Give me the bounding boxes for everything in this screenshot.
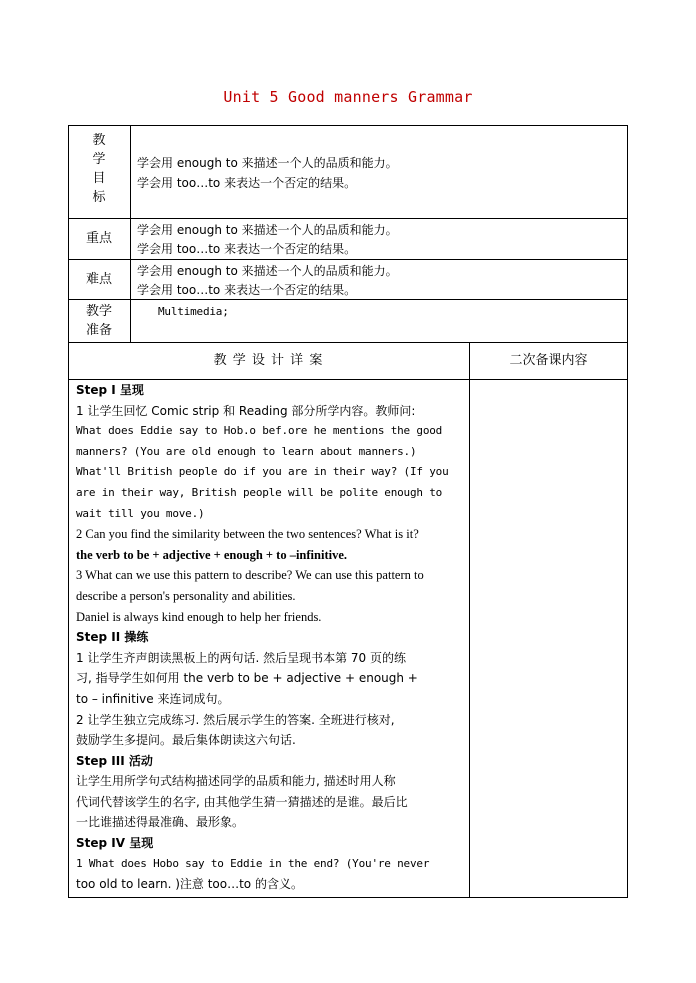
step2-line: to – infinitive 来连词成句。 bbox=[76, 691, 230, 706]
objective-line: 学会用 too…to 来表达一个否定的结果。 bbox=[137, 176, 357, 190]
objective-line: 学会用 enough to 来描述一个人的品质和能力。 bbox=[137, 156, 398, 170]
objectives-label: 教 学 目 标 bbox=[92, 133, 106, 205]
step1-line: manners? (You are old enough to learn about manners.) bbox=[76, 444, 417, 458]
step1-example: Daniel is always kind enough to help her friends. bbox=[76, 609, 322, 624]
step3-line: 一比谁描述得最准确、最形象。 bbox=[76, 815, 245, 830]
step1-line: What does Eddie say to Hob.o bef.ore he mentions the good bbox=[76, 424, 443, 438]
step1-line: What'll British people do if you are in their way? (If you bbox=[76, 465, 449, 479]
page-title: Unit 5 Good manners Grammar bbox=[223, 88, 473, 106]
design-header: 教 学 设 计 详 案 bbox=[213, 353, 324, 368]
difficulties-label: 难点 bbox=[85, 272, 112, 287]
table-divider bbox=[68, 218, 628, 219]
step1-title: Step I 呈现 bbox=[76, 383, 144, 397]
step4-line: 1 What does Hobo say to Eddie in the end? (You're never bbox=[76, 856, 430, 870]
table-divider bbox=[68, 259, 628, 260]
key-point-line: 学会用 too…to 来表达一个否定的结果。 bbox=[137, 242, 357, 256]
difficulty-line: 学会用 enough to 来描述一个人的品质和能力。 bbox=[137, 264, 398, 278]
step2-title: Step II 操练 bbox=[76, 630, 149, 645]
table-divider bbox=[130, 125, 131, 342]
lesson-body bbox=[76, 380, 466, 892]
step4-title: Step IV 呈现 bbox=[76, 836, 154, 851]
step1-line: 1 让学生回忆 Comic strip 和 Reading 部分所学内容。教师问: bbox=[76, 403, 416, 418]
table-divider bbox=[68, 342, 628, 343]
table-divider bbox=[469, 342, 470, 898]
step1-question: describe a person's personality and abilities. bbox=[76, 588, 296, 603]
step1-question: 2 Can you find the similarity between the two sentences? What is it? bbox=[76, 527, 419, 542]
step1-line: wait till you move.) bbox=[76, 506, 205, 520]
step2-line: 习, 指导学生如何用 the verb to be + adjective + enough + bbox=[76, 671, 418, 686]
step2-line: 2 让学生独立完成练习. 然后展示学生的答案. 全班进行核对, bbox=[76, 712, 395, 727]
step2-line: 鼓励学生多提问。最后集体朗读这六句话. bbox=[76, 733, 296, 748]
step3-title: Step III 活动 bbox=[76, 753, 153, 768]
preparation-text: Multimedia; bbox=[158, 305, 229, 318]
step1-line: are in their way, British people will be polite enough to bbox=[76, 485, 443, 499]
secondary-header: 二次备课内容 bbox=[509, 353, 588, 368]
difficulty-line: 学会用 too…to 来表达一个否定的结果。 bbox=[137, 283, 357, 297]
step1-question: 3 What can we use this pattern to describe? We can use this pattern to bbox=[76, 568, 424, 583]
step4-line: too old to learn. )注意 too…to 的含义。 bbox=[76, 877, 303, 892]
step1-answer: the verb to be + adjective + enough + to –infinitive. bbox=[76, 547, 347, 562]
key-points-label: 重点 bbox=[85, 231, 112, 246]
step2-line: 1 让学生齐声朗读黑板上的两句话. 然后呈现书本第 70 页的练 bbox=[76, 650, 406, 665]
step3-line: 让学生用所学句式结构描述同学的品质和能力, 描述时用人称 bbox=[76, 774, 396, 789]
key-point-line: 学会用 enough to 来描述一个人的品质和能力。 bbox=[137, 223, 398, 237]
step3-line: 代词代替该学生的名字, 由其他学生猜一猜描述的是谁。最后比 bbox=[76, 794, 408, 809]
preparation-label: 教学 准备 bbox=[85, 304, 112, 338]
